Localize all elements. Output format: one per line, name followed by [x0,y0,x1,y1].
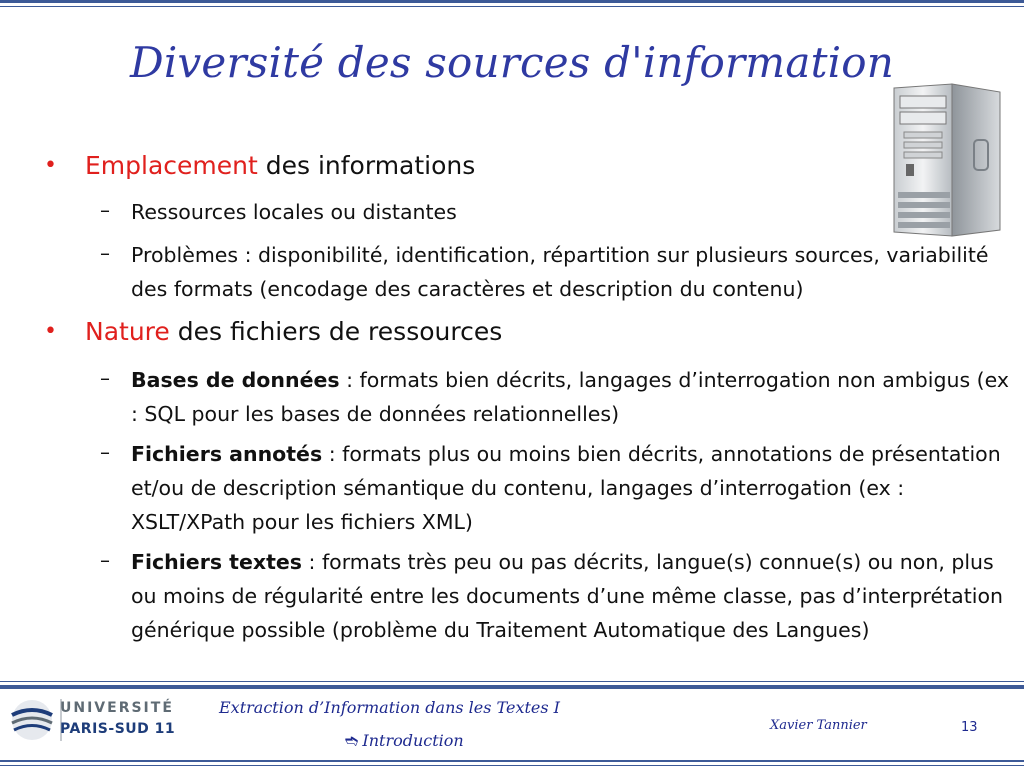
bullet-text: des informations [257,151,476,180]
bullet-keyword: Emplacement [85,151,258,180]
bullet-emplacement [85,151,475,180]
footer-rule [0,685,1024,689]
sub-item [131,437,1011,539]
arrow-icon: ➬ [345,731,359,750]
footer-rule-thin [0,681,1024,682]
sub-item [131,195,1011,229]
bullet-dot: • [44,319,57,344]
bottom-rule-thin [0,765,1024,766]
bullet-text: des fichiers de ressources [169,317,503,346]
slide-title: Diversité des sources d'information [129,38,895,87]
sub-item-bold: Fichiers textes [131,550,302,574]
dash-marker: – [100,198,110,222]
sub-item-bold: Fichiers annotés [131,442,323,466]
sub-item [131,545,1011,647]
top-rule [0,0,1024,3]
university-name-line2: PARIS-SUD 11 [60,721,176,737]
dash-marker: – [100,440,110,464]
sub-item [131,238,1011,306]
sub-item-text: : formats très peu ou pas décrits, langue(s) connue(s) ou non, plus ou moins de régularité entre les documents d’une même classe, pas d’interprétation générique possible (problème du Traitement Automatique des Langues) [131,550,1004,642]
course-title: Extraction d’Information dans les Textes I [219,698,560,717]
bullet-keyword: Nature [85,317,170,346]
dash-marker: – [100,241,110,265]
bullet-dot: • [44,153,57,178]
sub-item-text: Problèmes : disponibilité, identification, répartition sur plusieurs sources, variabilité des formats (encodage des caractères et description du contenu) [131,243,989,301]
dash-marker: – [100,548,110,572]
top-rule-thin [0,6,1024,7]
sub-item-text: : formats bien décrits, langages d’interrogation non ambigus (ex : SQL pour les bases de données relationnelles) [131,368,1010,426]
sub-item-text: : formats plus ou moins bien décrits, annotations de présentation et/ou de description sémantique du contenu, langages d’interrogation (ex : XSLT/XPath pour les fichiers XML) [131,442,1001,534]
university-name-line1: UNIVERSITÉ [60,700,174,716]
sub-item-bold: Bases de données [131,368,340,392]
sub-item [131,363,1011,431]
chapter-title: Introduction [362,731,464,750]
sub-item-text: Ressources locales ou distantes [131,200,457,224]
author-name: Xavier Tannier [770,718,867,733]
page-number: 13 [961,720,978,735]
dash-marker: – [100,366,110,390]
bullet-nature [85,317,502,346]
chapter-label [345,731,464,750]
bottom-rule [0,760,1024,762]
